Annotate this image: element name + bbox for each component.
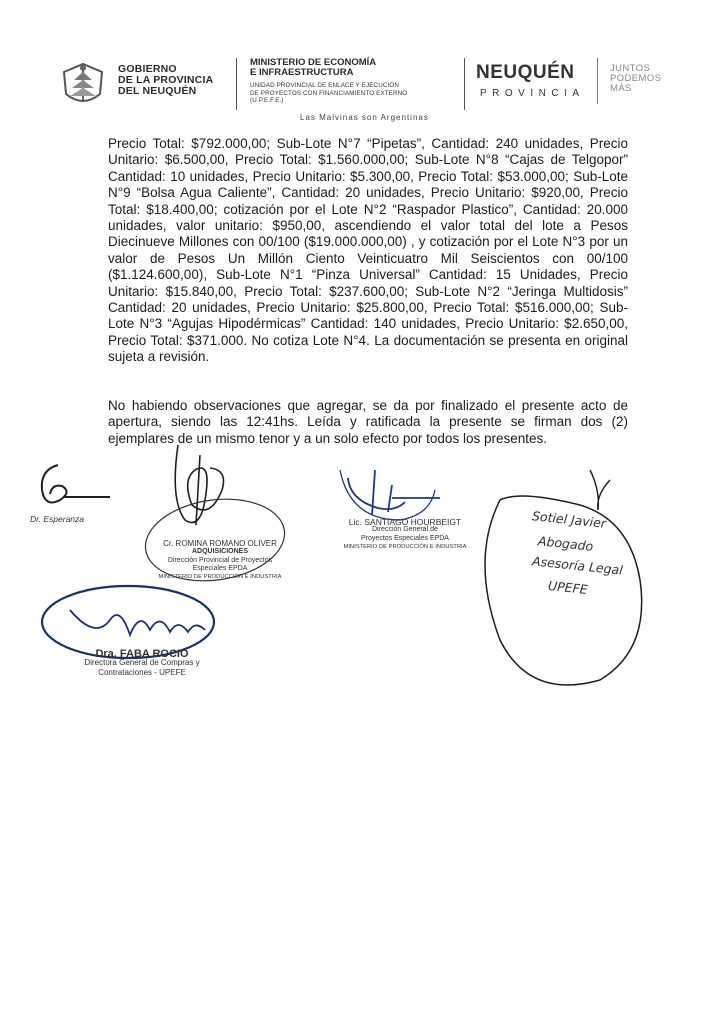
body-paragraph-2 — [108, 398, 628, 447]
header-divider — [464, 58, 465, 110]
ministry-line: MINISTERIO DE ECONOMÍA — [250, 57, 377, 68]
signer-role-line: Especiales EPDA — [192, 564, 248, 572]
signer-name: Cr. ROMINA ROMANO OLIVER — [163, 539, 277, 548]
signer-role-line: Dirección General de — [372, 526, 438, 534]
unit-name — [250, 82, 407, 105]
hourbeigt-signature — [348, 470, 440, 515]
unit-line: UNIDAD PROVINCIAL DE ENLACE Y EJECUCIÓN — [250, 82, 399, 89]
esperanza-signature-label: Dr. Esperanza — [30, 514, 85, 524]
hourbeigt-signature-arc — [340, 470, 435, 520]
gov-line: DE LA PROVINCIA — [118, 74, 214, 86]
signer-role-line: MINISTERIO DE PRODUCCIÓN E INDUSTRIA — [343, 543, 467, 550]
unit-line: (U.P.E.F.E.) — [250, 97, 284, 104]
malvinas-tagline: Las Malvinas son Argentinas — [300, 113, 429, 122]
province-crest-logo — [60, 60, 106, 110]
handwritten-line: Asesoría Legal — [531, 553, 624, 578]
faba-signature-block — [62, 650, 222, 678]
paragraph-text: No habiendo observaciones que agregar, se da por finalizado el presente acto de apertura, siendo las 12:41hs. Leída y ratificada la presente se firman dos (2) ejemplares de un mismo tenor y a un solo efecto por todos los presentes. — [108, 398, 628, 446]
paragraph-text: Precio Total: $792.000,00; Sub-Lote N°7 “Pipetas”, Cantidad: 240 unidades, Precio Unitario: $6.500,00, Precio Total: $1.560.000,00; Sub-Lote N°8 “Cajas de Telgopor” Cantidad: 10 unidades, Precio Unitario: $5.300,00, Precio Total: $53.000,00; Sub-Lote N°9 “Bolsa Agua Caliente”, Cantidad: 20 unidades, Precio Unitario: $920,00, Precio Total: $18.400,00; cotización por el Lote N°2 “Raspador Plastico”, Cantidad: 20.000 unidades, valor unitario: $950,00, ascendiendo el valor total del lote a Pesos Diecinueve Millones con 00/100 ($19.000.000,00) , y cotización por el Lote N°3 por un valor de Pesos Un Millón Ciento Veinticuatro Mil Seiscientos con 00/100 ($1.124.600,00), Sub-Lote N°1 “Pinza Universal” Cantidad: 15 Unidades, Precio Unitario: $15.840,00, Precio Total: $237.600,00; Sub-Lote N°2 “Jeringa Multidosis” Cantidad: 20 unidades, Precio Unitario: $25.800,00, Precio Total: $516.000,00; Sub-Lote N°3 “Agujas Hipodérmicas” Cantidad: 140 unidades, Precio Unitario: $2.650,00, Precio Total: $371.000. No cotiza Lote N°4. La documentación se presenta en original sujeta a revisión. — [108, 136, 628, 365]
header-divider — [236, 58, 237, 110]
signer-role-line: Proyectos Especiales EPDA — [361, 534, 449, 542]
brand-subtitle: PROVINCIA — [480, 88, 585, 99]
signer-role-line: MINISTERIO DE PRODUCCIÓN E INDUSTRIA — [158, 574, 282, 581]
faba-signature — [70, 610, 205, 635]
header-divider — [597, 58, 598, 104]
hourbeigt-signature-block — [330, 518, 480, 551]
slogan-line: JUNTOS — [610, 63, 651, 74]
romano-signature — [175, 445, 223, 525]
handwritten-line: Abogado — [537, 533, 594, 554]
signer-name: Lic. SANTIAGO HOURBEIGT — [348, 517, 462, 527]
signer-role-line: Directora General de Compras y — [84, 658, 200, 668]
ministry-name — [250, 58, 376, 78]
slogan-line: PODEMOS — [610, 73, 662, 84]
body-paragraph-1 — [108, 136, 628, 366]
signer-role-line: Dirección Provincial de Proyectos — [167, 556, 273, 564]
handwritten-line: Sotiel Javier — [531, 508, 607, 531]
signer-role-line: Contrataciones - UPEFE — [98, 668, 186, 678]
ministry-line: E INFRAESTRUCTURA — [250, 67, 354, 78]
signer-name: Dra. FABA ROCIO — [95, 648, 189, 660]
unit-line: DE PROYECTOS CON FINANCIAMIENTO EXTERNO — [250, 89, 408, 97]
government-name — [118, 64, 213, 97]
handwritten-line: UPEFE — [547, 577, 589, 598]
gov-line: DEL NEUQUÉN — [118, 85, 197, 97]
romano-signature-block — [150, 540, 290, 581]
esperanza-signature — [42, 465, 110, 502]
signer-role-line: ADQUISICIONES — [191, 548, 248, 556]
gov-line: GOBIERNO — [118, 63, 177, 75]
legal-signature-scribble — [590, 470, 610, 510]
brand-logo-text: NEUQUÉN — [476, 62, 575, 83]
slogan-line: MÁS — [610, 83, 632, 94]
slogan — [610, 64, 661, 94]
